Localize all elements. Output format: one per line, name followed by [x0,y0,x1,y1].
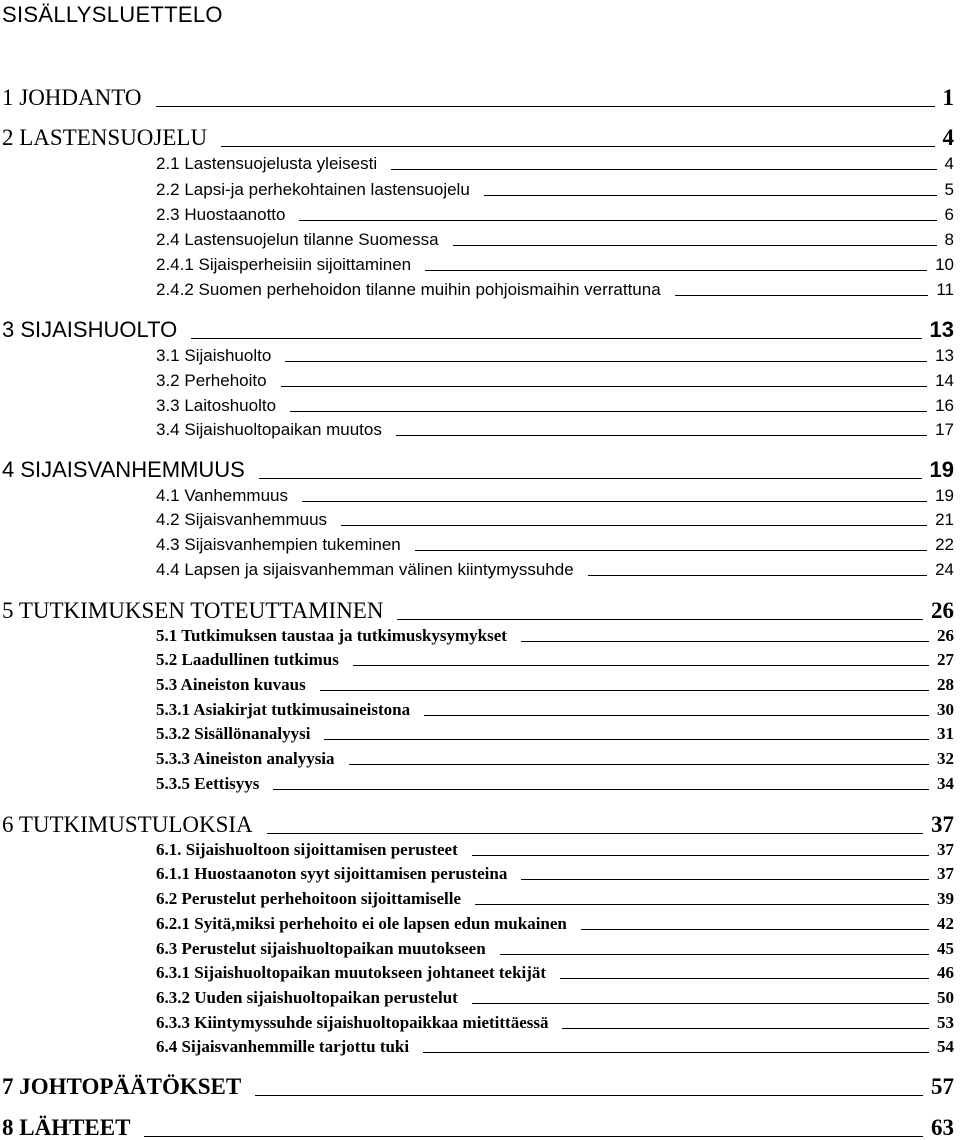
toc-leader-line [424,715,929,716]
toc-entry-label: 2.3 Huostaanotto [156,205,286,224]
toc-entry-page-number: 4 [944,154,954,173]
toc-entry-page-number: 30 [937,700,954,719]
toc-entry[interactable] [156,281,954,298]
toc-entry-page-number: 31 [937,724,954,743]
toc-entry-page-number: 34 [937,774,954,793]
toc-entry[interactable] [2,813,954,836]
toc-entry-page-number: 54 [937,1037,954,1056]
toc-leader-line [267,833,923,834]
toc-leader-line [349,764,929,765]
toc-entry[interactable] [156,347,954,364]
toc-entry-page-number: 24 [935,560,954,579]
toc-entry-page-number: 13 [935,346,954,365]
toc-entry-label: 2.1 Lastensuojelusta yleisesti [156,154,378,173]
toc-entry-page-number: 19 [929,457,954,482]
toc-entry-page-number: 37 [937,864,954,883]
toc-leader-line [259,478,922,479]
toc-entry-label: 6.3.2 Uuden sijaishuoltopaikan perustelut [156,988,458,1007]
toc-entry-label: 5.2 Laadullinen tutkimus [156,650,339,669]
toc-entry-label: 4.1 Vanhemmuus [156,486,288,505]
toc-entry-label: 6 TUTKIMUSTULOKSIA [2,812,253,837]
toc-entry-label: 4.4 Lapsen ja sijaisvanhemman välinen kiintymyssuhde [156,560,574,579]
toc-entry[interactable] [156,940,954,957]
toc-entry-label: 5.3 Aineiston kuvaus [156,675,306,694]
toc-entry-label: 6.2.1 Syitä,miksi perhehoito ei ole lapsen edun mukainen [156,914,567,933]
toc-entry[interactable] [156,725,954,742]
toc-entry[interactable] [156,397,954,414]
toc-entry[interactable] [156,421,954,438]
toc-entry-label: 6.1.1 Huostaanoton syyt sijoittamisen perusteina [156,864,508,883]
toc-leader-line [484,195,937,196]
toc-entry[interactable] [2,459,954,481]
toc-entry[interactable] [156,676,954,693]
toc-leader-line [581,929,929,930]
toc-entry-page-number: 57 [931,1074,954,1099]
page-title: SISÄLLYSLUETTELO [2,2,223,27]
toc-leader-line [391,169,936,170]
toc-entry[interactable] [156,750,954,767]
toc-entry-label: 5.3.2 Sisällönanalyysi [156,724,311,743]
toc-entry-label: 4 SIJAISVANHEMMUUS [2,457,245,482]
toc-entry[interactable] [156,701,954,718]
toc-entry-label: 2.4 Lastensuojelun tilanne Suomessa [156,230,439,249]
toc-entry[interactable] [156,256,954,273]
toc-entry-label: 4.2 Sijaisvanhemmuus [156,510,328,529]
toc-entry-label: 2.4.2 Suomen perhehoidon tilanne muihin pohjoismaihin verrattuna [156,280,661,299]
toc-entry-label: 6.2 Perustelut perhehoitoon sijoittamiselle [156,889,462,908]
toc-entry-page-number: 28 [937,675,954,694]
toc-entry-page-number: 50 [937,988,954,1007]
toc-leader-line [396,435,927,436]
toc-leader-line [675,295,929,296]
toc-entry[interactable] [156,964,954,981]
toc-entry[interactable] [156,561,954,578]
toc-entry-page-number: 53 [937,1013,954,1032]
toc-entry[interactable] [156,181,954,198]
toc-leader-line [320,690,929,691]
toc-entry-page-number: 42 [937,914,954,933]
toc-entry-label: 2.4.1 Sijaisperheisiin sijoittaminen [156,255,412,274]
toc-leader-line [324,739,929,740]
toc-leader-line [353,665,929,666]
toc-entry-label: 3.3 Laitoshuolto [156,396,277,415]
toc-entry-page-number: 13 [929,317,954,342]
toc-leader-line [191,338,921,339]
toc-leader-line [221,146,934,147]
toc-entry-label: 5.3.5 Eettisyys [156,774,260,793]
toc-leader-line [562,1028,929,1029]
toc-entry[interactable] [2,126,954,149]
toc-leader-line [588,575,927,576]
toc-entry-label: 3.1 Sijaishuolto [156,346,272,365]
toc-leader-line [397,619,923,620]
toc-leader-line [521,641,929,642]
toc-entry[interactable] [156,1038,954,1055]
toc-entry-page-number: 21 [935,510,954,529]
toc-entry-label: 2 LASTENSUOJELU [2,125,208,150]
toc-entry-page-number: 11 [936,280,954,299]
toc-entry-page-number: 26 [937,626,954,645]
toc-leader-line [341,525,927,526]
toc-entry[interactable] [156,511,954,528]
toc-entry-page-number: 19 [935,486,954,505]
toc-leader-line [281,386,927,387]
toc-entry-label: 3.4 Sijaishuoltopaikan muutos [156,420,382,439]
toc-entry[interactable] [156,487,954,504]
toc-entry[interactable] [156,775,954,792]
toc-entry-page-number: 1 [942,85,954,110]
toc-entry-page-number: 22 [935,535,954,554]
toc-leader-line [255,1095,923,1096]
toc-entry[interactable] [156,841,954,858]
toc-entry-label: 5.1 Tutkimuksen taustaa ja tutkimuskysymykset [156,626,507,645]
toc-entry-label: 4.3 Sijaisvanhempien tukeminen [156,535,401,554]
toc-entry-label: 6.3.1 Sijaishuoltopaikan muutokseen johtaneet tekijät [156,963,547,982]
toc-entry-label: 5.3.1 Asiakirjat tutkimusaineistona [156,700,411,719]
toc-entry[interactable] [156,989,954,1006]
toc-entry-page-number: 39 [937,889,954,908]
toc-entry-page-number: 32 [937,749,954,768]
toc-leader-line [453,245,937,246]
toc-entry[interactable] [2,319,954,341]
toc-entry-label: 6.1. Sijaishuoltoon sijoittamisen perusteet [156,840,458,859]
toc-entry-page-number: 8 [944,230,954,249]
toc-entry-page-number: 63 [931,1115,954,1140]
toc-entry-page-number: 27 [937,650,954,669]
toc-entry[interactable] [156,865,954,882]
toc-leader-line [144,1136,923,1137]
toc-entry[interactable] [156,155,954,172]
toc-leader-line [560,978,929,979]
toc-entry-page-number: 6 [944,205,954,224]
toc-entry[interactable] [156,890,954,907]
toc-leader-line [425,270,927,271]
toc-leader-line [273,789,929,790]
toc-leader-line [415,550,927,551]
toc-entry-label: 3.2 Perhehoito [156,371,267,390]
toc-entry-page-number: 10 [935,255,954,274]
toc-entry[interactable] [156,372,954,389]
toc-entry-page-number: 46 [937,963,954,982]
toc-entry[interactable] [156,231,954,248]
toc-leader-line [302,501,927,502]
toc-leader-line [472,855,929,856]
toc-entry[interactable] [156,651,954,668]
toc-entry-page-number: 17 [935,420,954,439]
toc-entry-label: 5 TUTKIMUKSEN TOTEUTTAMINEN [2,598,384,623]
toc-entry[interactable] [2,599,954,622]
toc-entry-page-number: 4 [942,125,954,150]
toc-leader-line [290,411,927,412]
toc-entry-page-number: 37 [931,812,954,837]
toc-entry-label: 6.3.3 Kiintymyssuhde sijaishuoltopaikkaa mietittäessä [156,1013,549,1032]
toc-entry[interactable] [2,1116,954,1139]
toc-entry[interactable] [156,627,954,644]
toc-entry-label: 6.3 Perustelut sijaishuoltopaikan muutokseen [156,939,486,958]
toc-entry-label: 5.3.3 Aineiston analyysia [156,749,335,768]
toc-entry-label: 2.2 Lapsi-ja perhekohtainen lastensuojelu [156,180,470,199]
toc-entry-page-number: 5 [944,180,954,199]
toc-leader-line [472,1003,929,1004]
toc-entry[interactable] [156,206,954,223]
toc-entry-label: 6.4 Sijaisvanhemmille tarjottu tuki [156,1037,410,1056]
toc-entry-page-number: 14 [935,371,954,390]
toc-leader-line [285,361,927,362]
toc-entry-page-number: 26 [931,598,954,623]
toc-entry-page-number: 37 [937,840,954,859]
toc-entry-label: 8 LÄHTEET [2,1115,131,1140]
toc-entry[interactable] [2,1075,954,1098]
toc-entry[interactable] [156,536,954,553]
toc-entry-label: 1 JOHDANTO [2,85,142,110]
toc-leader-line [475,904,929,905]
toc-entry-label: 3 SIJAISHUOLTO [2,317,178,342]
toc-leader-line [156,106,935,107]
toc-entry[interactable] [156,1014,954,1031]
toc-leader-line [521,879,929,880]
toc-leader-line [299,220,936,221]
toc-entry-page-number: 45 [937,939,954,958]
toc-leader-line [500,954,929,955]
toc-leader-line [423,1052,929,1053]
toc-entry[interactable] [2,86,954,109]
toc-entry-page-number: 16 [935,396,954,415]
toc-entry[interactable] [156,915,954,932]
toc-entry-label: 7 JOHTOPÄÄTÖKSET [2,1074,242,1099]
